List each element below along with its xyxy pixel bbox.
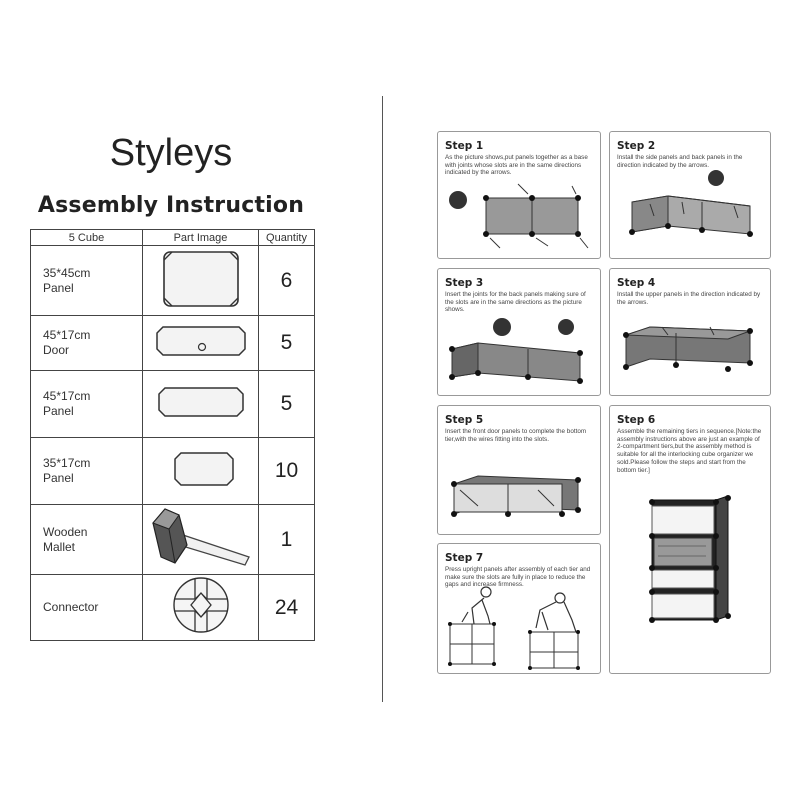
step-description: As the picture shows,put panels together as a base with joints whose slots are in the same directions indicated by the arrows.	[445, 154, 588, 177]
small-panel-icon	[151, 447, 251, 491]
step-6-card	[609, 405, 771, 674]
step-5-illustration	[438, 406, 601, 535]
part-type: Panel	[43, 471, 74, 485]
part-name	[31, 505, 143, 575]
step-3-card	[437, 268, 601, 396]
part-quantity: 6	[259, 246, 315, 316]
part-size: Wooden	[43, 524, 88, 539]
part-image-cell	[143, 505, 259, 575]
part-image-cell	[143, 316, 259, 371]
step-description: Install the upper panels in the direction indicated by the arrows.	[617, 291, 761, 306]
step-1-illustration	[438, 132, 601, 259]
part-image-cell	[143, 438, 259, 505]
mallet-icon	[145, 505, 257, 569]
door-panel-icon	[151, 321, 251, 361]
part-quantity: 10	[259, 438, 315, 505]
step-description: Press upright panels after assembly of each tier and make sure the slots are fully in place to reduce the gaps and increase firmness.	[445, 566, 591, 589]
part-type: Panel	[43, 280, 74, 295]
step-3-illustration	[438, 269, 601, 396]
parts-table	[30, 229, 315, 641]
step-title: Step 5	[445, 414, 484, 426]
step-7-card	[437, 543, 601, 674]
part-name	[31, 371, 143, 438]
step-description: Install the side panels and back panels in the direction indicated by the arrows.	[617, 154, 743, 169]
step-title: Step 2	[617, 140, 656, 152]
part-quantity: 24	[259, 575, 315, 641]
part-quantity: 1	[259, 505, 315, 575]
table-row	[31, 505, 315, 575]
medium-panel-icon	[151, 382, 251, 422]
page-divider	[382, 96, 383, 702]
step-7-illustration	[438, 544, 601, 674]
step-title: Step 4	[617, 277, 656, 289]
page-title: Assembly Instruction	[37, 193, 305, 218]
part-type: Connector	[43, 600, 99, 614]
table-row	[31, 371, 315, 438]
connector-icon	[169, 575, 233, 635]
part-quantity: 5	[259, 316, 315, 371]
table-row	[31, 438, 315, 505]
table-row	[31, 246, 315, 316]
step-description: Insert the front door panels to complete the bottom tier,with the wires fitting into the slots.	[445, 428, 587, 443]
table-header-row	[31, 230, 315, 246]
header-cube: 5 Cube	[31, 230, 143, 246]
part-name	[31, 438, 143, 505]
part-type: Panel	[43, 404, 74, 418]
table-row	[31, 575, 315, 641]
step-description: Assemble the remaining tiers in sequence.[Note:the assembly instructions above are just an example of 2-compartment tiers,but the assembly method is suitable for all the interlocking cube organizer we sold.Please follow the steps and start from the bottom tier.]	[617, 428, 762, 474]
part-name	[31, 316, 143, 371]
part-type: Mallet	[43, 539, 76, 554]
large-panel-icon	[156, 246, 246, 310]
part-size: 35*17cm	[43, 456, 91, 470]
part-quantity: 5	[259, 371, 315, 438]
part-name	[31, 246, 143, 316]
part-size: 45*17cm	[43, 328, 91, 342]
header-part-image: Part Image	[143, 230, 259, 246]
step-6-illustration	[610, 406, 771, 674]
step-title: Step 3	[445, 277, 484, 289]
step-title: Step 7	[445, 552, 484, 564]
step-description: Insert the joints for the back panels making sure of the slots are in the same directions as the picture shows.	[445, 291, 586, 314]
part-type: Door	[43, 343, 70, 357]
brand-name: Styleys	[109, 132, 233, 174]
step-2-card	[609, 131, 771, 259]
part-image-cell	[143, 246, 259, 316]
step-4-card	[609, 268, 771, 396]
part-size: 45*17cm	[43, 389, 91, 403]
step-1-card	[437, 131, 601, 259]
step-title: Step 1	[445, 140, 484, 152]
step-5-card	[437, 405, 601, 535]
part-name	[31, 575, 143, 641]
header-quantity: Quantity	[259, 230, 315, 246]
step-2-illustration	[610, 132, 771, 259]
part-image-cell	[143, 575, 259, 641]
part-image-cell	[143, 371, 259, 438]
step-4-illustration	[610, 269, 771, 396]
table-row	[31, 316, 315, 371]
step-title: Step 6	[617, 414, 656, 426]
part-size: 35*45cm	[43, 265, 91, 280]
